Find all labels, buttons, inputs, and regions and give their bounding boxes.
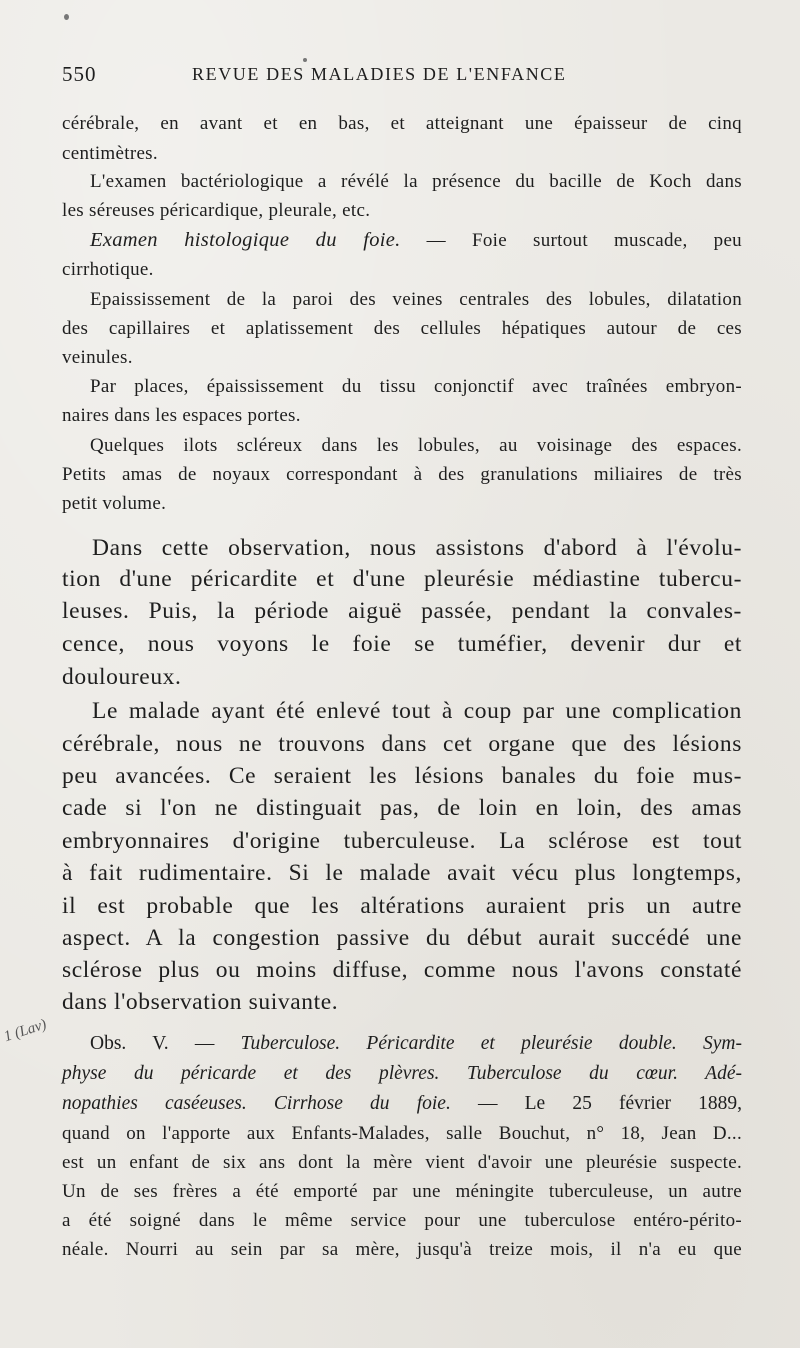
exam-heading-rest: — Foie surtout muscade, peu bbox=[400, 230, 742, 251]
text-line: néale. Nourri au sein par sa mère, jusqu'à treize mois, il n'a eu que bbox=[62, 1239, 742, 1260]
text-line: Un de ses frères a été emporté par une méningite tuberculeuse, un autre bbox=[62, 1181, 742, 1202]
obs-date-text: — Le 25 février 1889, bbox=[450, 1093, 743, 1114]
obs-label: Obs. V. — bbox=[90, 1033, 241, 1054]
exam-heading-line bbox=[90, 229, 742, 252]
text-line: Quelques ilots scléreux dans les lobules, au voisinage des espaces. bbox=[90, 435, 742, 456]
obs-title-italic: Tuberculose. Péricardite et pleurésie double. Sym- bbox=[240, 1033, 743, 1054]
text-line: sclérose plus ou moins diffuse, comme nous l'avons constaté bbox=[62, 957, 742, 983]
obs-title-line bbox=[62, 1093, 742, 1115]
handwritten-margin-note: 1 (Lav) bbox=[2, 1016, 49, 1046]
running-title: REVUE DES MALADIES DE L'ENFANCE bbox=[192, 64, 567, 84]
text-line: est un enfant de six ans dont la mère vient d'avoir une pleurésie suspecte. bbox=[62, 1152, 742, 1173]
text-line: centimètres. bbox=[62, 143, 158, 164]
text-line: tion d'une péricardite et d'une pleurésie médiastine tubercu- bbox=[62, 566, 742, 592]
text-line: Par places, épaississement du tissu conjonctif avec traînées embryon- bbox=[90, 376, 742, 397]
text-line: douloureux. bbox=[62, 664, 182, 690]
text-line: embryonnaires d'origine tuberculeuse. La sclérose est tout bbox=[62, 828, 742, 854]
text-line: Le malade ayant été enlevé tout à coup par une complication bbox=[92, 698, 742, 724]
obs-title-italic: nopathies caséeuses. Cirrhose du foie. bbox=[62, 1093, 451, 1114]
obs-title-line: physe du péricarde et des plèvres. Tuberculose du cœur. Adé- bbox=[62, 1063, 742, 1084]
text-line: cade si l'on ne distinguait pas, de loin en loin, des amas bbox=[62, 795, 742, 821]
obs-heading-line bbox=[90, 1033, 742, 1055]
text-line: petit volume. bbox=[62, 493, 167, 514]
text-line: a été soigné dans le même service pour une tuberculose entéro-périto- bbox=[62, 1210, 742, 1231]
text-line: à fait rudimentaire. Si le malade avait vécu plus longtemps, bbox=[62, 860, 742, 886]
text-line: cérébrale, en avant et en bas, et atteignant une épaisseur de cinq bbox=[62, 113, 742, 134]
text-line: Epaississement de la paroi des veines centrales des lobules, dilatation bbox=[90, 289, 742, 310]
text-line: peu avancées. Ce seraient les lésions banales du foie mus- bbox=[62, 763, 742, 789]
exam-heading-italic: Examen histologique du foie. bbox=[90, 229, 401, 251]
text-line: leuses. Puis, la période aiguë passée, pendant la convales- bbox=[62, 598, 742, 624]
text-line: cirrhotique. bbox=[62, 259, 154, 280]
text-line: dans l'observation suivante. bbox=[62, 989, 339, 1015]
text-line: veinules. bbox=[62, 347, 133, 368]
text-line: aspect. A la congestion passive du début aurait succédé une bbox=[62, 925, 742, 951]
text-line: il est probable que les altérations auraient pris un autre bbox=[62, 893, 742, 919]
page-number: 550 bbox=[62, 62, 97, 86]
text-line: quand on l'apporte aux Enfants-Malades, salle Bouchut, n° 18, Jean D... bbox=[62, 1123, 742, 1144]
text-line: naires dans les espaces portes. bbox=[62, 405, 301, 426]
text-line: Dans cette observation, nous assistons d'abord à l'évolu- bbox=[92, 535, 742, 561]
text-line: Petits amas de noyaux correspondant à des granulations miliaires de très bbox=[62, 464, 742, 485]
ink-speck bbox=[64, 14, 69, 20]
running-header bbox=[62, 62, 742, 92]
text-line: des capillaires et aplatissement des cellules hépatiques autour de ces bbox=[62, 318, 742, 339]
text-line: les séreuses péricardique, pleurale, etc. bbox=[62, 200, 371, 221]
text-line: L'examen bactériologique a révélé la présence du bacille de Koch dans bbox=[90, 171, 742, 192]
text-line: cence, nous voyons le foie se tuméfier, devenir dur et bbox=[62, 631, 742, 657]
text-line: cérébrale, nous ne trouvons dans cet organe que des lésions bbox=[62, 731, 742, 757]
